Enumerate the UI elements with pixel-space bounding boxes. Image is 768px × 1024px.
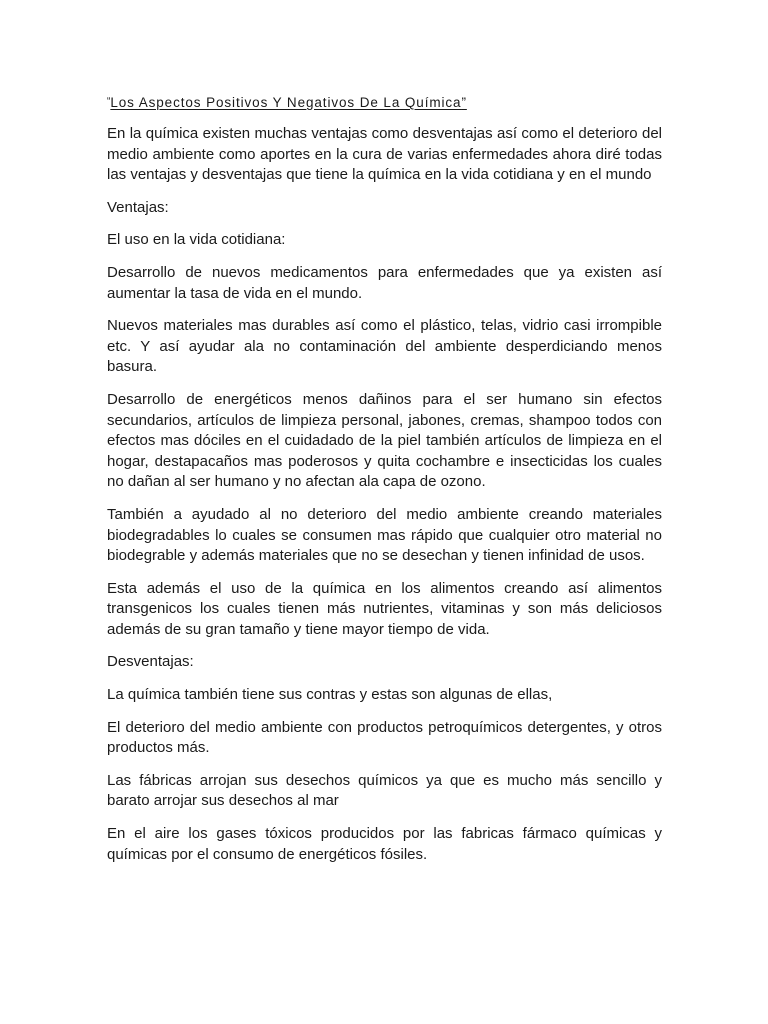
document-title <box>107 92 662 113</box>
paragraph-aire: En el aire los gases tóxicos producidos por las fabricas fármaco químicas y químicas por el consumo de energéticos fósiles. <box>107 825 662 863</box>
paragraph-contras: La química también tiene sus contras y estas son algunas de ellas, <box>107 686 553 704</box>
paragraph-energeticos: Desarrollo de energéticos menos dañinos para el ser humano sin efectos secundarios, artículos de limpieza personal, jabones, cremas, shampoo todos con efectos mas dóciles en el cuidadado de la piel también artículos de limpieza en el hogar, destapacaños mas poderosos y quita cochambre e insecticidas los cuales no dañan al ser humano y no afectan ala capa de ozono. <box>107 390 662 491</box>
desventajas-heading: Desventajas: <box>107 653 194 671</box>
title-text: Los Aspectos Positivos Y Negativos De La Química <box>110 95 462 110</box>
paragraph-medicamentos: Desarrollo de nuevos medicamentos para enfermedades que ya existen así aumentar la tasa de vida en el mundo. <box>107 263 662 302</box>
paragraph-biodegradables: También a ayudado al no deterioro del medio ambiente creando materiales biodegradables lo cuales se consumen mas rápido que cualquier otro material no biodegrable y además materiales que no se desechan y tienen infinidad de usos. <box>107 505 662 565</box>
intro-paragraph: En la química existen muchas ventajas como desventajas así como el deterioro del medio ambiente como aportes en la cura de varias enfermedades ahora diré todas las ventajas y desventajas que tiene la química en la vida cotidiana y en el mundo <box>107 125 662 184</box>
document-body <box>107 92 662 877</box>
title-close-quote: ” <box>461 95 467 110</box>
title-open-quote: “ <box>107 96 111 107</box>
ventajas-heading: Ventajas: <box>107 198 169 216</box>
paragraph-alimentos: Esta además el uso de la química en los alimentos creando así alimentos transgenicos los cuales tienen más nutrientes, vitaminas y son más deliciosos además de su gran tamaño y tiene mayor tiempo de vida. <box>107 579 662 638</box>
paragraph-materiales: Nuevos materiales mas durables así como el plástico, telas, vidrio casi irrompible etc. Y así ayudar ala no contaminación del ambiente desperdiciando menos basura. <box>107 317 662 376</box>
uso-cotidiano-heading: El uso en la vida cotidiana: <box>107 231 286 249</box>
paragraph-deterioro: El deterioro del medio ambiente con productos petroquímicos detergentes, y otros productos más. <box>107 718 662 757</box>
paragraph-fabricas: Las fábricas arrojan sus desechos químicos ya que es mucho más sencillo y barato arrojar sus desechos al mar <box>107 771 662 810</box>
